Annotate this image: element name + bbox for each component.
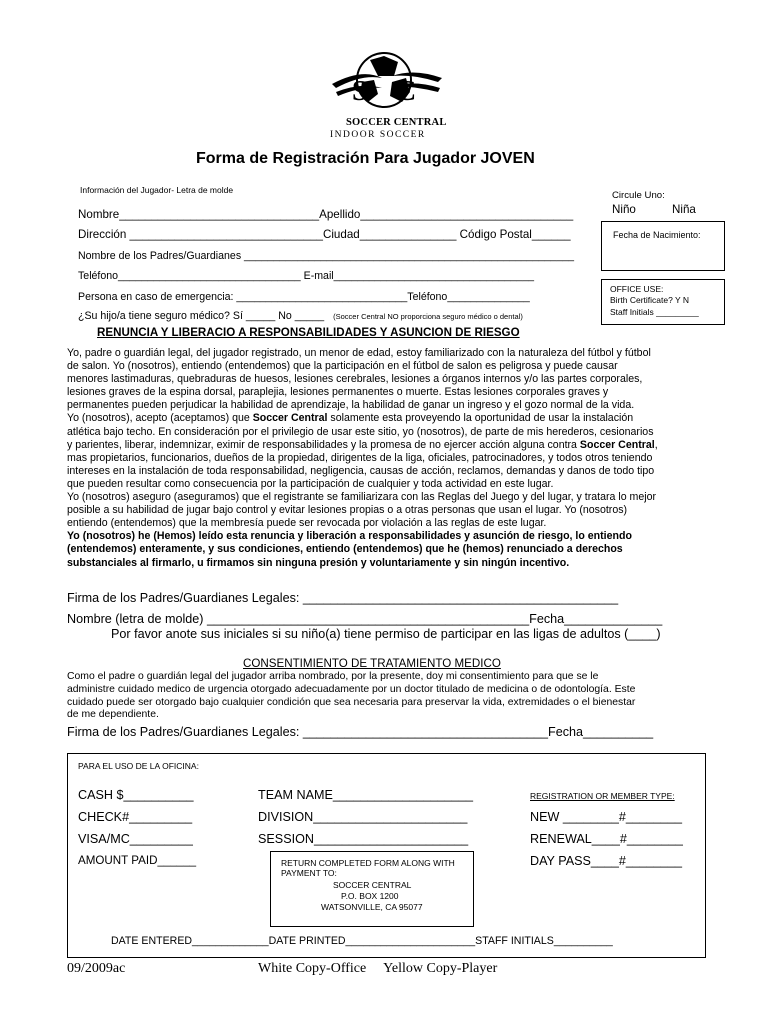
consent-signature-field[interactable]: Firma de los Padres/Guardianes Legales: ___________________________________Fecha__________ (67, 725, 654, 739)
return-line: P.O. BOX 1200 (341, 891, 399, 901)
registration-type-label: REGISTRATION OR MEMBER TYPE: (530, 791, 675, 801)
page-title: Forma de Registración Para Jugador JOVEN (196, 150, 535, 167)
copy-distribution: White Copy-Office Yellow Copy-Player (258, 961, 498, 976)
day-pass-field[interactable]: DAY PASS____#________ (530, 854, 682, 868)
svg-text:S: S (352, 76, 368, 107)
waiver-text (67, 347, 707, 570)
waiver-bold-line: (entendemos) enteramente, y sus condiciones, entiendo (entendemos) que he (hemos) renunciado a derechos (67, 543, 623, 556)
circle-one-label: Circule Uno: (612, 190, 665, 201)
cash-field[interactable]: CASH $__________ (78, 788, 194, 802)
nombre-field[interactable]: Nombre_______________________________Apellido_________________________________ (78, 208, 574, 221)
dates-row[interactable]: DATE ENTERED_____________DATE PRINTED______________________STAFF INITIALS__________ (111, 935, 613, 947)
waiver-line: intereses en la instalación de toda responsabilidad, negligencia, causas de acción, reclamos, demandas y danos de todo tipo (67, 464, 655, 477)
seguro-note: (Soccer Central NO proporciona seguro médico o dental) (333, 312, 523, 321)
birth-certificate-label: Birth Certificate? Y N (610, 295, 690, 305)
waiver-line: Yo (nosotros), acepto (aceptamos) que Soccer Central solamente esta proveyendo la oportunidad de usar la instalación (67, 412, 634, 425)
waiver-bold-line: substanciales al firmarlo, u firmamos sin ninguna presión y voluntariamente y sin ningún incentivo. (67, 556, 570, 569)
waiver-bold-line: Yo (nosotros) he (Hemos) leído esta renuncia y liberación a responsabilidades y asunción de riesgo, lo entiendo (67, 530, 632, 543)
direccion-field[interactable]: Dirección ______________________________Ciudad_______________ Código Postal______ (78, 228, 571, 241)
telefono-field[interactable]: Teléfono_______________________________ E-mail__________________________________ (78, 270, 534, 282)
logo (322, 48, 452, 138)
waiver-line: Yo, padre o guardián legal, del jugador registrado, un menor de edad, estoy familiarizado con la naturaleza del fútbol y fútbol (67, 347, 651, 359)
return-address-box (270, 851, 474, 927)
waiver-line: que pueden resultar como consecuencia por la participación de cualquier y toda actividad en este lugar. (67, 477, 554, 490)
padres-field[interactable]: Nombre de los Padres/Guardianes ________________________________________________________ (78, 250, 574, 262)
team-name-field[interactable]: TEAM NAME____________________ (258, 788, 473, 802)
division-field[interactable]: DIVISION______________________ (258, 810, 468, 824)
waiver-line: de salon. Yo (nosotros), entiendo (entendemos) que la participación en el fútbol de salon es peligrosa y puede causar (67, 360, 618, 373)
return-line: SOCCER CENTRAL (333, 880, 412, 890)
waiver-line: menores lastimaduras, quebraduras de huesos, lesiones cerebrales, lesiones a órganos internos y/o las partes corporales, (67, 373, 643, 386)
session-field[interactable]: SESSION______________________ (258, 832, 469, 846)
form-version: 09/2009ac (67, 961, 126, 976)
amount-paid-field[interactable]: AMOUNT PAID______ (78, 854, 197, 867)
logo-line1: SOCCER CENTRAL (346, 117, 447, 128)
birth-date-label: Fecha de Nacimiento: (613, 230, 701, 240)
print-name-field[interactable]: Nombre (letra de molde) ______________________________________________Fecha______________ (67, 612, 663, 626)
waiver-line: Yo (nosotros) aseguro (aseguramos) que el registrante se familiarizara con las Reglas del Juego y del lugar, y tratara lo mejor (67, 491, 657, 504)
office-use-label: OFFICE USE: (610, 284, 664, 294)
logo-line2: INDOOR SOCCER (330, 130, 426, 140)
soccer-central-logo-icon (322, 48, 452, 118)
adult-league-initials[interactable]: Por favor anote sus iniciales si su niño(a) tiene permiso de participar en las ligas de adultos (____) (111, 627, 661, 641)
waiver-line: atlética bajo techo. En consideración por el privilegio de usar este sitio, yo (nosotros), de parte de mis herederos, cesionarios (67, 425, 654, 438)
consent-line: cuidado puede ser otorgado bajo cualquier condición que sea necesaria para preservar la vida, extremidades o el bienestar (67, 696, 636, 708)
waiver-line: permanentes pueden perjudicar la habilidad de aprendizaje, la habilidad de ganar un ingreso y el gozo normal de la vida. (67, 399, 635, 412)
staff-initials-label: Staff Initials _________ (610, 307, 699, 317)
consent-text (67, 671, 707, 722)
emergencia-field[interactable]: Persona en caso de emergencia: _____________________________Teléfono______________ (78, 291, 530, 303)
player-info-label: Información del Jugador- Letra de molde (80, 185, 234, 195)
renewal-field[interactable]: RENEWAL____#________ (530, 832, 683, 846)
new-field[interactable]: NEW ________#________ (530, 810, 682, 824)
waiver-line: mas propietarios, funcionarios, dueños de la propiedad, dirigentes de la liga, oficiales, patrocinadores, y todos otros teniendo (67, 451, 653, 464)
waiver-heading: RENUNCIA Y LIBERACIO A RESPONSABILIDADES Y ASUNCION DE RIESGO (97, 326, 520, 339)
consent-line: de me dependiente. (67, 709, 159, 721)
office-label: PARA EL USO DE LA OFICINA: (78, 761, 199, 771)
return-line: RETURN COMPLETED FORM ALONG WITH (281, 858, 455, 868)
office-use-box (601, 279, 725, 325)
parent-signature-field[interactable]: Firma de los Padres/Guardianes Legales: _____________________________________________ (67, 591, 619, 605)
seguro-question (78, 310, 523, 322)
consent-line: Como el padre o guardián legal del jugador arriba nombrado, por la presente, doy mi consentimiento para que se le (67, 671, 599, 682)
waiver-line: posible a su habilidad de jugar bajo control y evitar lesiones propias o a otras personas que usan el lugar. Yo (nosotros) (67, 504, 628, 517)
return-line: WATSONVILLE, CA 95077 (321, 902, 423, 912)
svg-text:C: C (396, 76, 417, 107)
seguro-question-text[interactable]: ¿Su hijo/a tiene seguro médico? Sí _____ No _____ (78, 310, 325, 322)
consent-line: administre cuidado medico de urgencia otorgado adecuadamente por un doctor titulado de medicina o de odontología. Este (67, 683, 636, 695)
office-box (67, 753, 706, 958)
return-line: PAYMENT TO: (281, 868, 337, 878)
waiver-line: y parientes, liberar, indemnizar, eximir de responsabilidades y la promesa de no ejercer acción alguna contra Soccer Central, (67, 438, 658, 451)
visa-field[interactable]: VISA/MC_________ (78, 832, 193, 846)
option-nina[interactable]: Niña (672, 203, 696, 216)
waiver-line: entiendo (entendemos) que la membresía puede ser revocada por violación a las reglas de este lugar. (67, 517, 547, 530)
option-nino[interactable]: Niño (612, 203, 636, 216)
check-field[interactable]: CHECK#_________ (78, 810, 193, 824)
birth-date-box[interactable] (601, 221, 725, 271)
waiver-line: lesiones graves de la espina dorsal, paraplejia, lesiones permanentes o muerte. Estas lesiones corporales graves y (67, 386, 609, 399)
consent-heading: CONSENTIMIENTO DE TRATAMIENTO MEDICO (243, 657, 501, 670)
